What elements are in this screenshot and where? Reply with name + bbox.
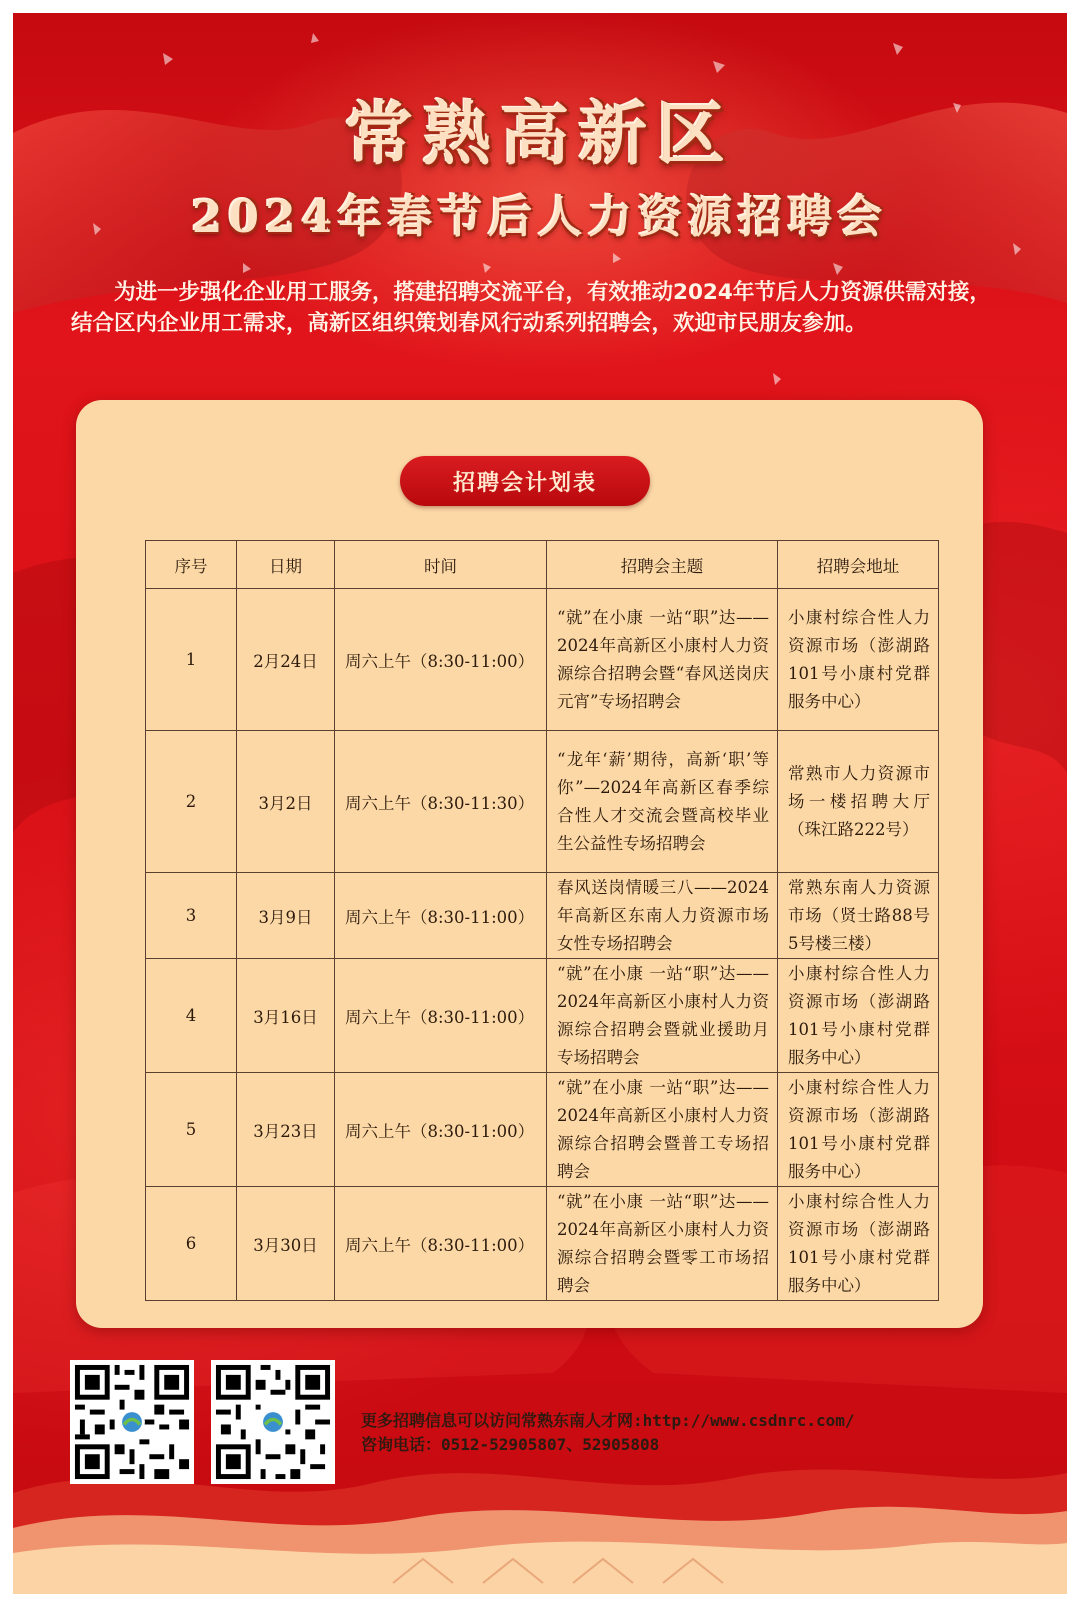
column-header: 序号 (146, 541, 237, 589)
schedule-table (145, 540, 939, 1301)
row-time: 周六上午（8:30-11:00） (335, 959, 547, 1073)
row-time: 周六上午（8:30-11:00） (335, 1073, 547, 1187)
column-header: 日期 (237, 541, 335, 589)
row-theme: “就”在小康 一站“职”达——2024年高新区小康村人力资源综合招聘会暨普工专场招聘会 (547, 1073, 778, 1187)
row-theme: 春风送岗情暖三八——2024年高新区东南人力资源市场女性专场招聘会 (547, 873, 778, 959)
poster-subtitle: 2024年春节后人力资源招聘会 (191, 192, 889, 243)
row-address: 小康村综合性人力资源市场（澎湖路101号小康村党群服务中心） (778, 959, 939, 1073)
row-number: 6 (146, 1187, 237, 1301)
row-theme: “就”在小康 一站“职”达——2024年高新区小康村人力资源综合招聘会暨零工市场招聘会 (547, 1187, 778, 1301)
table-row (146, 1073, 939, 1187)
column-header: 招聘会地址 (778, 541, 939, 589)
table-row (146, 873, 939, 959)
footer-info (361, 1409, 1041, 1457)
row-number: 3 (146, 873, 237, 959)
row-theme: “就”在小康 一站“职”达——2024年高新区小康村人力资源综合招聘会暨“春风送岗庆元宵”专场招聘会 (547, 589, 778, 731)
row-date: 2月24日 (237, 589, 335, 731)
row-theme: “就”在小康 一站“职”达——2024年高新区小康村人力资源综合招聘会暨就业援助月专场招聘会 (547, 959, 778, 1073)
row-number: 5 (146, 1073, 237, 1187)
row-date: 3月9日 (237, 873, 335, 959)
poster (13, 13, 1067, 1594)
more-info-text: 更多招聘信息可以访问常熟东南人才网:http://www.csdnrc.com/ (361, 1411, 855, 1430)
row-time: 周六上午（8:30-11:00） (335, 589, 547, 731)
row-time: 周六上午（8:30-11:00） (335, 873, 547, 959)
row-address: 小康村综合性人力资源市场（澎湖路101号小康村党群服务中心） (778, 1073, 939, 1187)
column-header: 时间 (335, 541, 547, 589)
row-time: 周六上午（8:30-11:30） (335, 731, 547, 873)
row-number: 1 (146, 589, 237, 731)
table-row (146, 589, 939, 731)
row-time: 周六上午（8:30-11:00） (335, 1187, 547, 1301)
row-date: 3月16日 (237, 959, 335, 1073)
row-number: 2 (146, 731, 237, 873)
intro-paragraph: 为进一步强化企业用工服务，搭建招聘交流平台，有效推动2024年节后人力资源供需对接，结合区内企业用工需求，高新区组织策划春风行动系列招聘会，欢迎市民朋友参加。 (71, 280, 991, 336)
row-address: 常熟东南人力资源市场（贤士路88号5号楼三楼） (778, 873, 939, 959)
row-date: 3月30日 (237, 1187, 335, 1301)
schedule-heading: 招聘会计划表 (400, 456, 650, 506)
row-address: 常熟市人力资源市场一楼招聘大厅（珠江路222号） (778, 731, 939, 873)
row-address: 小康村综合性人力资源市场（澎湖路101号小康村党群服务中心） (778, 589, 939, 731)
column-header: 招聘会主题 (547, 541, 778, 589)
table-row (146, 1187, 939, 1301)
qr-code-icon (211, 1360, 335, 1484)
row-address: 小康村综合性人力资源市场（澎湖路101号小康村党群服务中心） (778, 1187, 939, 1301)
qr-code-icon (70, 1360, 194, 1484)
poster-title: 常熟高新区 (344, 95, 735, 175)
row-theme: “龙年‘薪’期待，高新‘职’等你”—2024年高新区春季综合性人才交流会暨高校毕业生公益性专场招聘会 (547, 731, 778, 873)
table-header-row (146, 541, 939, 589)
row-date: 3月23日 (237, 1073, 335, 1187)
table-row (146, 731, 939, 873)
row-date: 3月2日 (237, 731, 335, 873)
row-number: 4 (146, 959, 237, 1073)
contact-phone: 咨询电话：0512-52905807、52905808 (361, 1435, 660, 1454)
table-row (146, 959, 939, 1073)
